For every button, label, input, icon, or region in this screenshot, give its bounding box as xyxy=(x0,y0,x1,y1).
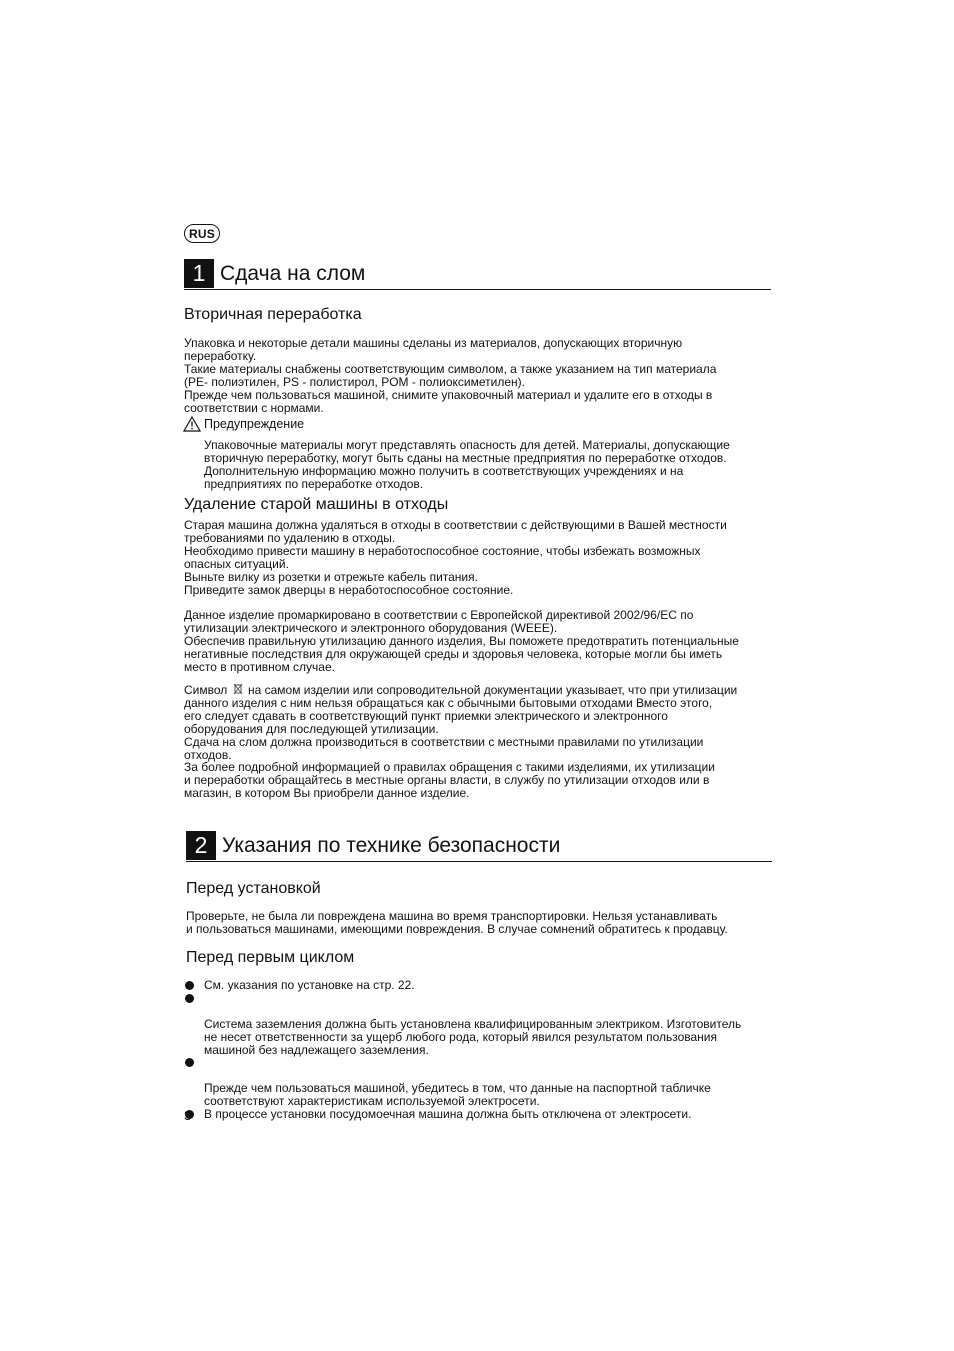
section-2-number: 2 xyxy=(186,831,216,860)
page-number: 3 xyxy=(184,1108,192,1123)
first-cycle-list xyxy=(184,979,759,1121)
language-badge: RUS xyxy=(184,224,220,243)
symbol-text: Символ на самом изделии или сопроводительной документации указывает, что при утилизации данного изделия с ним нельзя обращаться как с обычными бытовыми отходами Вместо этого, его следует сдавать в соответствующий пункт приемки электрического и электронного оборудования для последующей утилизации. Сдача на слом должна производиться в соответствии с местными правилами по утилизации отходов. За более подробной информацией о правилах обращения с такими изделиями, их утилизации и переработки обращайтесь в местные органы власти, в службу по утилизации отходов или в магазин, в котором Вы приобрели данное изделие. xyxy=(184,683,738,801)
section-1-header xyxy=(184,259,771,290)
symbol-word: Символ xyxy=(184,683,228,697)
first-cycle-heading: Перед первым циклом xyxy=(186,949,355,966)
warning-triangle-icon xyxy=(183,416,201,432)
bullet-icon xyxy=(185,994,194,1003)
list-item: Прежде чем пользоваться машиной, убедитесь в том, что данные на паспортной табличке соответствуют характеристикам используемой электросети. xyxy=(184,1056,759,1108)
list-item: В процессе установки посудомоечная машина должна быть отключена от электросети. xyxy=(184,1108,759,1121)
list-item: Система заземления должна быть установлена квалифицированным электриком. Изготовитель не несет ответственности за ущерб любого рода, который явился результатом пользования машиной без надлежащего заземления. xyxy=(184,992,759,1057)
crossed-bin-icon xyxy=(233,683,243,695)
recycling-heading: Вторичная переработка xyxy=(184,306,362,323)
weee-directive-text: Данное изделие промаркировано в соответствии с Европейской директивой 2002/96/ЕС по утилизации электрического и электронного оборудования (WEEE). Обеспечив правильную утилизацию данного изделия, Вы поможете предотвратить потенциальные негативные последствия для окружающей среды и здоровья человека, которые могли бы иметь место в противном случае. xyxy=(184,608,739,674)
bullet-icon xyxy=(185,1058,194,1067)
warning-label-row xyxy=(183,416,304,432)
section-2-title: Указания по технике безопасности xyxy=(222,834,561,857)
symbol-sentence: на самом изделии или сопроводительной документации указывает, что при утилизации xyxy=(247,683,738,697)
warning-text: Упаковочные материалы могут представлять опасность для детей. Материалы, допускающие вторичную переработку, могут быть сданы на местные предприятия по переработке отходов. Дополнительную информацию можно получить в соответствующих учреждениях и на предприятиях по переработке отходов. xyxy=(204,438,730,491)
disposal-heading: Удаление старой машины в отходы xyxy=(184,496,449,513)
before-install-heading: Перед установкой xyxy=(186,880,321,897)
section-1-title: Сдача на слом xyxy=(220,262,366,285)
warning-label: Предупреждение xyxy=(204,417,305,431)
section-2-header xyxy=(186,831,772,862)
list-item: См. указания по установке на стр. 22. xyxy=(184,979,759,992)
disposal-text-a: Старая машина должна удаляться в отходы в соответствии с действующими в Вашей местности требованиями по удалению в отходы. Необходимо привести машину в неработоспособное состояние, чтобы избежать возможных опасных ситуаций. Выньте вилку из розетки и отрежьте кабель питания. Приведите замок дверцы в неработоспособное состояние. xyxy=(184,518,727,597)
section-1-number: 1 xyxy=(184,259,214,288)
bullet-icon xyxy=(185,981,194,990)
before-install-text: Проверьте, не была ли повреждена машина во время транспортировки. Нельзя устанавливать и пользоваться машинами, имеющими повреждения. В случае сомнений обратитесь к продавцу. xyxy=(186,909,728,936)
recycling-text: Упаковка и некоторые детали машины сделаны из материалов, допускающих вторичную переработку. Такие материалы снабжены соответствующим символом, а также указанием на тип материала (PE- полиэтилен, PS - полистирол, POM - полиоксиметилен). Прежде чем пользоваться машиной, снимите упаковочный материал и удалите его в отходы в соответствии с нормами. xyxy=(184,336,717,415)
